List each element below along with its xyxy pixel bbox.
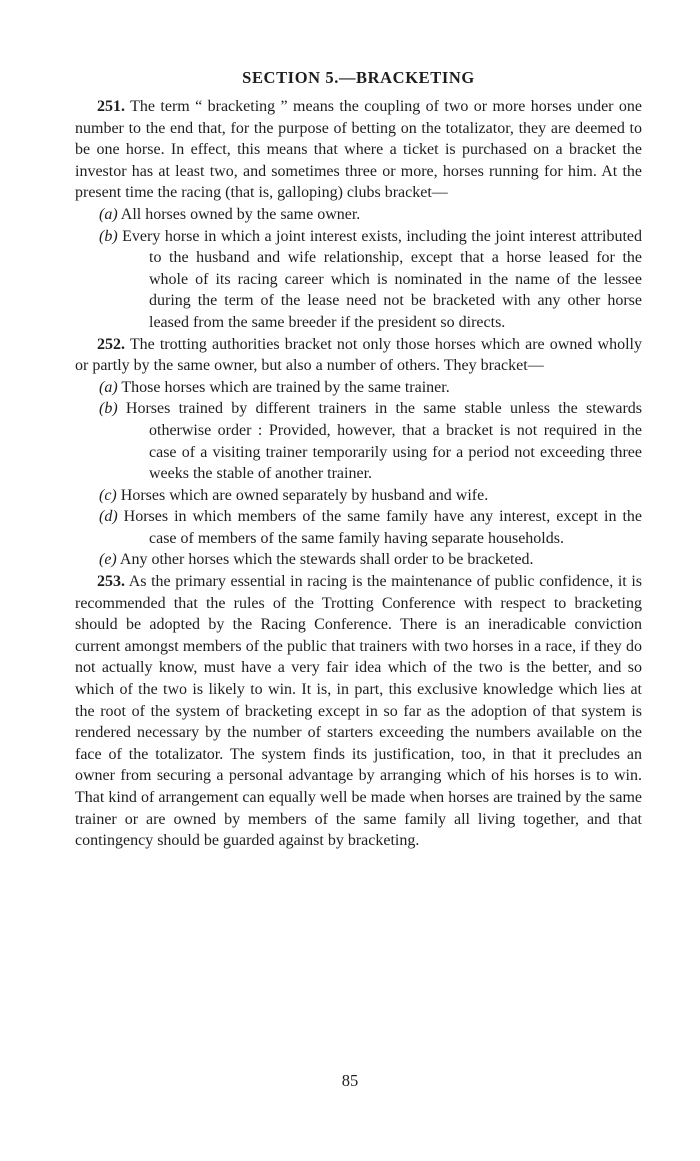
item-text: Any other horses which the stewards shall order to be bracketed. [119,551,534,569]
item-text: Horses trained by different trainers in the same stable unless the stewards otherwise order : Provided, however, that a bracket is not required in the case of a visiting trainer temporarily using for a period not exceeding three weeks the stable of another trainer. [125,400,642,483]
item-label: (b) [99,227,118,245]
list-item [75,204,642,226]
paragraph-253 [75,571,642,852]
list-item [75,506,642,549]
item-label: (b) [99,400,118,418]
item-text: Those horses which are trained by the same trainer. [121,378,450,396]
paragraph-body [75,571,642,852]
paragraph-text: The trotting authorities bracket not only those horses which are owned wholly or partly by the same owner, but also a number of others. They bracket— [75,335,642,375]
paragraph-number: 252. [97,335,125,353]
item-text: All horses owned by the same owner. [120,205,361,223]
paragraph-text: The term “ bracketing ” means the coupling of two or more horses under one number to the end that, for the purpose of betting on the totalizator, they are deemed to be one horse. In effect, this means that where a ticket is purchased on a bracket the investor has at least two, and sometimes three or more, horses running for him. At the present time the racing (that is, galloping) clubs bracket— [75,98,643,202]
item-label: (a) [99,378,118,396]
paragraph-252 [75,334,642,572]
item-list [75,377,642,571]
item-list [75,204,642,334]
paragraph-number: 251. [97,98,125,115]
list-item [75,398,642,484]
list-item [75,549,642,571]
paragraph-251 [75,96,642,334]
section-title: SECTION 5.—BRACKETING [242,68,475,87]
list-item [75,377,642,399]
paragraph-text: As the primary essential in racing is the maintenance of public confidence, it is recommended that the rules of the Trotting Conference with respect to bracketing should be adopted by the Racing Conference. There is an ineradicable conviction current amongst members of the public that trainers with two horses in a race, if they do not actually know, must have a very fair idea which of the two is the better, and so which of the two is likely to win. It is, in part, this exclusive knowledge which lies at the root of the system of bracketing except in so far as the adoption of that system is rendered necessary by the number of starters exceeding the numbers available on the face of the totalizator. The system finds its justification, too, in that it precludes an owner from securing a personal advantage by arranging which of his horses is to win. That kind of arrangement can equally well be made when horses are trained by the same trainer or are owned by members of the same family all living together, and that contingency should be guarded against by bracketing. [75,573,642,850]
item-label: (d) [99,508,118,526]
item-label: (c) [99,486,117,504]
item-text: Horses in which members of the same family have any interest, except in the case of members of the same family having separate households. [123,508,643,547]
page-number: 85 [341,1071,359,1090]
list-item [75,485,642,507]
item-text: Every horse in which a joint interest exists, including the joint interest attributed to the husband and wife relationship, except that a horse leased for the whole of its racing career which is nominated in the name of the lessee during the term of the lease need not be bracketed with any other horse leased from the same breeder if the president so directs. [122,227,643,331]
list-item [75,226,642,334]
item-label: (a) [99,205,118,223]
paragraph-number: 253. [97,573,125,591]
paragraph-body [75,334,642,377]
paragraph-body [75,96,642,204]
item-label: (e) [99,551,117,569]
item-text: Horses which are owned separately by husband and wife. [120,486,489,504]
